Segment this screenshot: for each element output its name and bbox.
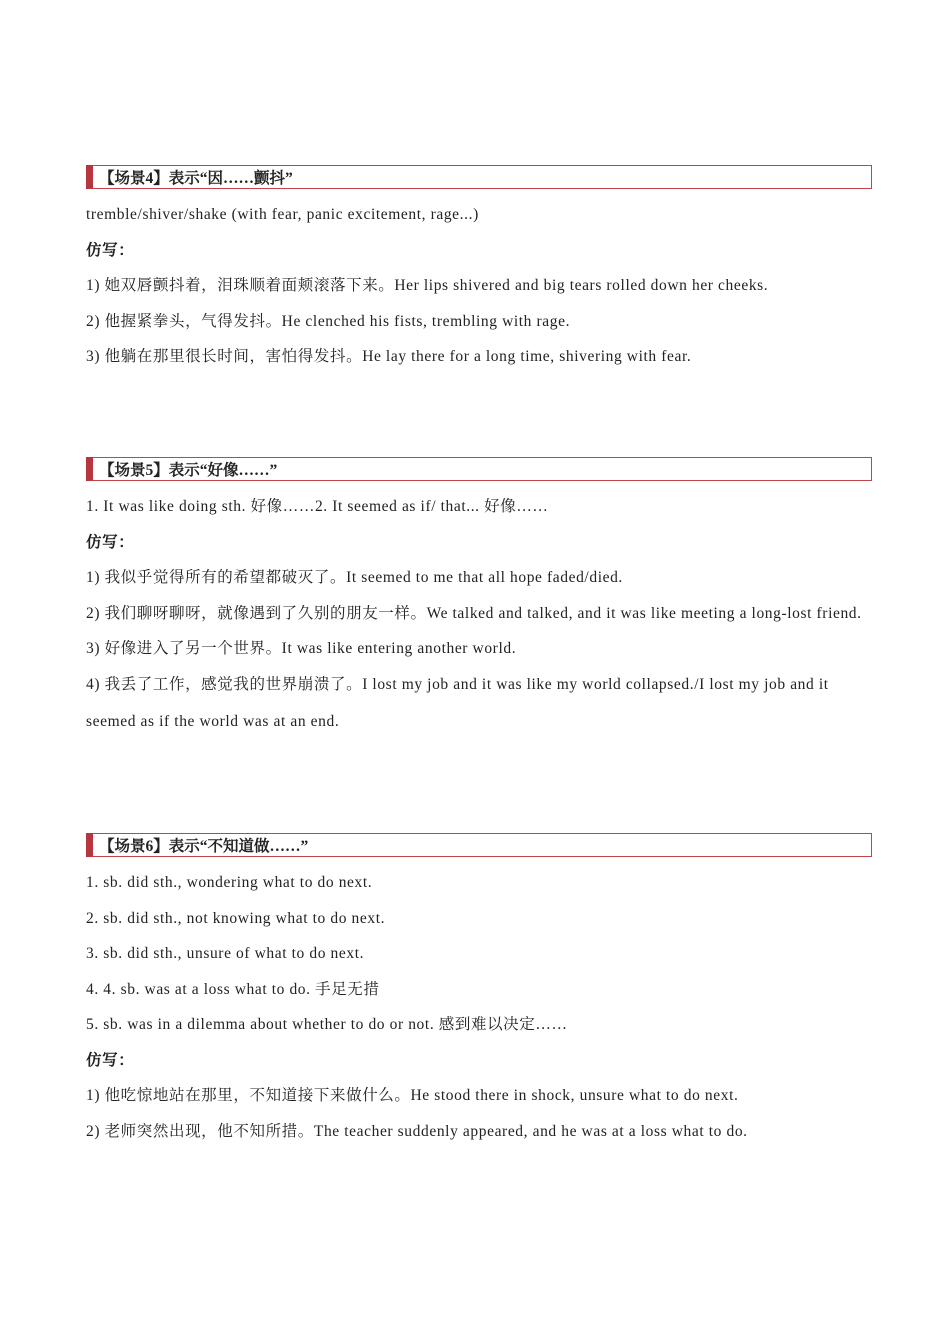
scene-4-label: 仿写： [86,241,135,259]
scene-6-section [86,833,872,1142]
scene-4-header [86,165,872,189]
scene-6-label: 仿写： [86,1051,135,1069]
scene-5-label: 仿写： [86,533,135,551]
scene-6-pattern-3: 3. sb. did sth., unsure of what to do next. [86,945,365,962]
scene-5-example-4: 4) 我丢了工作，感觉我的世界崩溃了。I lost my job and it was like my world collapsed./I lost my job and it seemed as if the world was at an end. [86,676,829,730]
scene-5-example-3: 3) 好像进入了另一个世界。It was like entering another world. [86,640,517,657]
scene-5-title: 【场景5】表示“好像……” [99,462,278,479]
scene-5-header [86,457,872,481]
scene-6-pattern-1: 1. sb. did sth., wondering what to do next. [86,874,373,891]
scene-6-pattern-4: 4. 4. sb. was at a loss what to do. 手足无措 [86,980,380,998]
scene-6-header [86,833,872,857]
scene-4-example-2: 2) 他握紧拳头，气得发抖。He clenched his fists, trembling with rage. [86,312,571,330]
scene-6-example-1: 1) 他吃惊地站在那里，不知道接下来做什么。He stood there in shock, unsure what to do next. [86,1087,739,1104]
scene-4-pattern: tremble/shiver/shake (with fear, panic excitement, rage...) [86,206,479,223]
scene-5-section [86,457,872,740]
scene-4-title: 【场景4】表示“因……颤抖” [99,170,293,187]
scene-4-section [86,165,872,367]
scene-4-example-3: 3) 他躺在那里很长时间，害怕得发抖。He lay there for a long time, shivering with fear. [86,348,692,365]
scene-6-pattern-2: 2. sb. did sth., not knowing what to do next. [86,909,386,927]
scene-5-pattern: 1. It was like doing sth. 好像……2. It seemed as if/ that... 好像…… [86,498,549,515]
scene-5-example-1: 1) 我似乎觉得所有的希望都破灭了。It seemed to me that all hope faded/died. [86,569,623,586]
scene-4-example-1: 1) 她双唇颤抖着，泪珠顺着面颊滚落下来。Her lips shivered and big tears rolled down her cheeks. [86,277,769,294]
scene-5-example-2: 2) 我们聊呀聊呀，就像遇到了久别的朋友一样。We talked and talked, and it was like meeting a long-lost friend. [86,605,862,622]
scene-6-pattern-5: 5. sb. was in a dilemma about whether to do or not. 感到难以决定…… [86,1016,568,1033]
scene-6-example-2: 2) 老师突然出现，他不知所措。The teacher suddenly appeared, and he was at a loss what to do. [86,1122,748,1140]
scene-6-title: 【场景6】表示“不知道做……” [99,838,309,855]
